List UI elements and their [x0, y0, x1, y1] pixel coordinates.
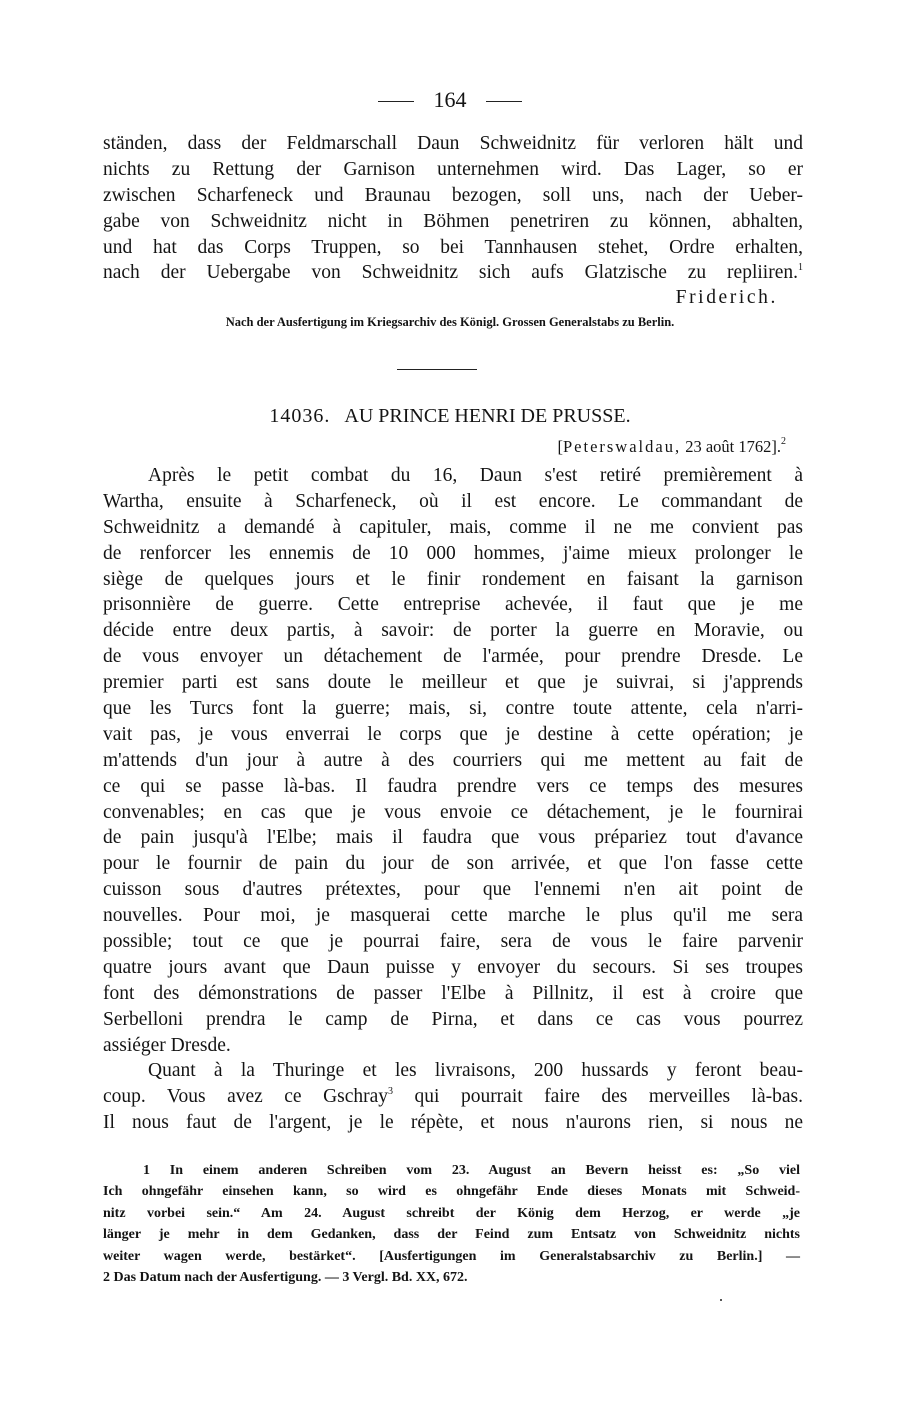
text-line-with-ref	[103, 1084, 803, 1110]
text-line: quatre jours avant que Daun puisse y envoyer du secours. Si ses troupes	[103, 956, 803, 978]
text-line: Schweidnitz a demandé à capituler, mais, comme il ne me convient pas	[103, 516, 803, 538]
text-line: que les Turcs font la guerre; mais, si, contre toute attente, cela n'arri-	[103, 698, 803, 720]
text-line: prisonnière de guerre. Cette entreprise achevée, il faut que je me	[103, 594, 803, 616]
text-line: Il nous faut de l'argent, je le répète, et nous n'aurons rien, si nous ne	[103, 1112, 803, 1134]
text-line: premier parti est sans doute le meilleur et que je suivrai, si j'apprends	[103, 672, 803, 694]
page-number: 164	[433, 87, 467, 112]
footnote-line: 2 Das Datum nach der Ausfertigung. — 3 Vergl. Bd. XX, 672.	[103, 1269, 468, 1285]
footnote-line: länger je mehr in dem Gedanken, dass der Feind zum Entsatz von Schweidnitz nichts	[103, 1227, 800, 1243]
text-line: nach der Uebergabe von Schweidnitz sich aufs Glatzische zu repliiren.	[103, 262, 798, 284]
text-line: gabe von Schweidnitz nicht in Böhmen penetriren zu können, abhalten,	[103, 210, 803, 232]
document-heading	[0, 402, 900, 430]
continuation-paragraph	[103, 131, 803, 286]
text-line: Quant à la Thuringe et les livraisons, 200 hussards y feront beau-	[148, 1060, 803, 1082]
text-line: Serbelloni prendra le camp de Pirna, et dans ce cas vous pourrez	[103, 1008, 803, 1030]
text-line: ständen, dass der Feldmarschall Daun Schweidnitz für verloren hält und	[103, 133, 803, 154]
text-line: décide entre deux partis, à savoir: de porter la guerre en Moravie, ou	[103, 620, 803, 642]
section-separator	[397, 369, 477, 370]
text-line: Après le petit combat du 16, Daun s'est retiré premièrement à	[148, 465, 803, 486]
document-number: 14036.	[269, 405, 331, 427]
footnote-line: Ich ohngefähr einsehen kann, so wird es ohngefähr Ende dieses Monats mit Schweid-	[103, 1184, 800, 1200]
text-line: possible; tout ce que je pourrai faire, sera de vous le faire parvenir	[103, 931, 803, 953]
footnote-line: 1 In einem anderen Schreiben vom 23. August an Bevern heisst es: „So viel	[143, 1163, 800, 1178]
text-line: pour le fournir de pain du jour de son arrivée, et que l'on fasse cette	[103, 853, 803, 875]
header-left-rule	[378, 101, 414, 102]
footnote-ref-2: 2	[781, 436, 786, 447]
footnote-line: nitz vorbei sein.“ Am 24. August schreibt der König dem Herzog, er werde „je	[103, 1205, 800, 1221]
dateline-place: Peterswaldau,	[562, 437, 682, 456]
text-line: nouvelles. Pour moi, je masquerai cette marche le plus qu'il me sera	[103, 905, 803, 927]
text-line: de pain jusqu'à l'Elbe; mais il faudra que vous prépariez tout d'avance	[103, 827, 803, 849]
dateline-date: 23 août 1762].	[681, 437, 781, 456]
text-line: siège de quelques jours et le finir rondement en faisant la garnison	[103, 568, 803, 590]
text-fragment: coup. Vous avez ce Gschray	[103, 1086, 389, 1108]
text-line: und hat das Corps Truppen, so bei Tannhausen stehet, Ordre erhalten,	[103, 236, 803, 258]
page-header	[0, 86, 900, 114]
footnote-line: weiter wagen werde, bestärket“. [Ausfertigungen im Generalstabsarchiv zu Berlin.] —	[103, 1248, 800, 1264]
text-line: font des démonstrations de passer l'Elbe à Pillnitz, il est à croire que	[103, 982, 803, 1004]
text-line: nichts zu Rettung der Garnison unternehmen wird. Das Lager, so er	[103, 158, 803, 180]
text-line: ce qui se passe là-bas. Il faudra prendre vers ce temps des mesures	[103, 775, 803, 797]
text-line: de renforcer les ennemis de 10 000 hommes, j'aime mieux prolonger le	[103, 542, 803, 564]
dateline	[0, 436, 786, 458]
source-note: Nach der Ausfertigung im Kriegsarchiv des Königl. Grossen Generalstabs zu Berlin.	[225, 315, 675, 329]
speck	[720, 1299, 722, 1301]
text-line: zwischen Scharfeneck und Braunau bezogen, soll uns, nach der Ueber-	[103, 184, 803, 206]
text-line: de vous envoyer un détachement de l'armée, pour prendre Dresde. Le	[103, 646, 803, 668]
footnote-ref-1: 1	[798, 262, 803, 274]
letter-body	[103, 463, 803, 1136]
text-line: Wartha, ensuite à Scharfeneck, où il est encore. Le commandant de	[103, 490, 803, 512]
document-title: AU PRINCE HENRI DE PRUSSE.	[344, 405, 631, 427]
dateline-open: [	[557, 437, 563, 456]
footnote-ref-3: 3	[388, 1086, 394, 1098]
text-line: cuisson sous d'autres prétextes, pour que l'ennemi n'en ait point de	[103, 879, 803, 901]
text-line: convenables; en cas que je vous envoie ce détachement, je le fournirai	[103, 801, 803, 823]
header-right-rule	[486, 101, 522, 102]
text-fragment: qui pourrait faire des merveilles là-bas.	[393, 1086, 803, 1108]
text-line-with-ref	[103, 260, 803, 286]
text-line: vait pas, je vous enverrai le corps que je destine à cette opération; je	[103, 723, 803, 745]
text-line: assiéger Dresde.	[103, 1034, 231, 1056]
footnotes	[103, 1160, 800, 1288]
text-line: m'attends d'un jour à autre à des courriers qui me mettent au fait de	[103, 749, 803, 771]
signature: Friderich.	[675, 287, 778, 308]
